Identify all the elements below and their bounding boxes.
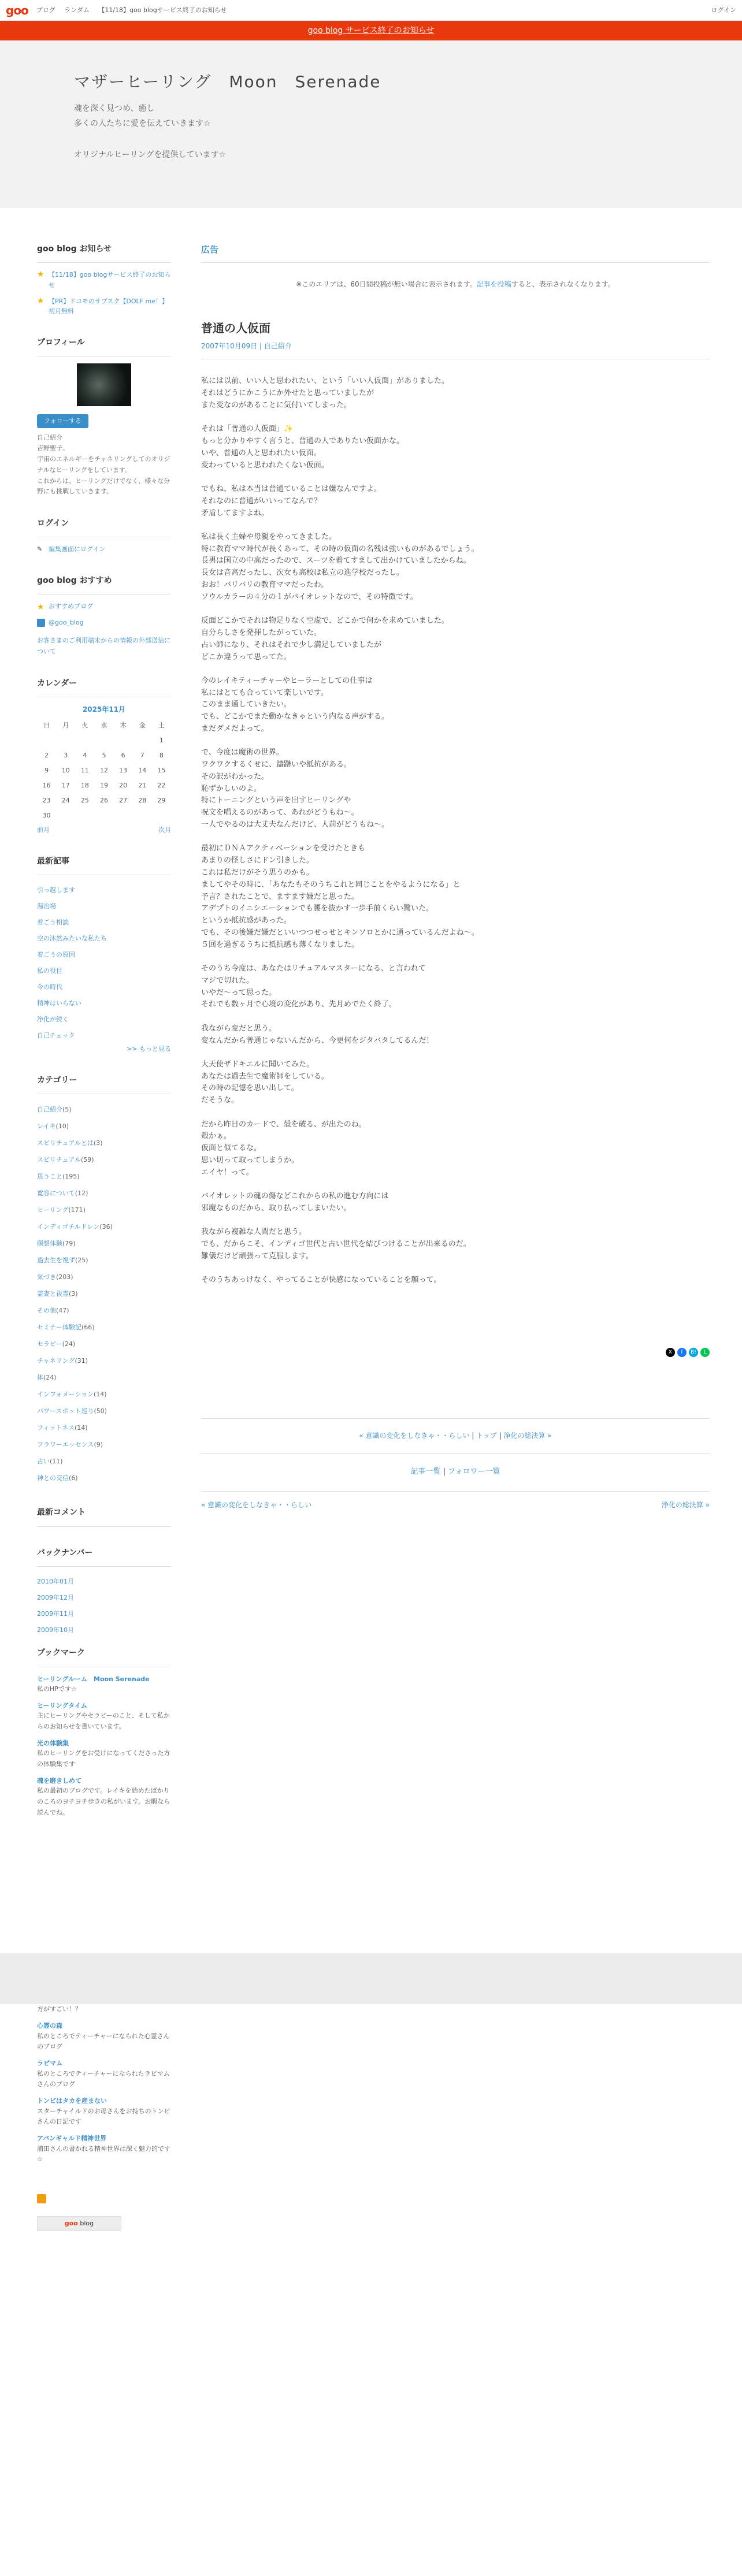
recent-post-link[interactable]: 精神はいらない	[37, 999, 81, 1008]
more-posts-link[interactable]: >> もっと見る	[127, 1045, 171, 1053]
bookmark-link[interactable]: ラピマム	[37, 2060, 62, 2068]
bookmark-link[interactable]: トンビはタカを産まない	[37, 2097, 107, 2105]
calendar-day: 29	[157, 796, 166, 804]
calendar-week	[37, 808, 171, 823]
x-share-icon[interactable]: X	[666, 1348, 675, 1357]
calendar-day: 8	[159, 751, 164, 759]
calendar-day	[152, 808, 171, 823]
rss-icon[interactable]	[37, 2194, 46, 2203]
category-link[interactable]: スピリチュアル	[37, 1156, 81, 1164]
post-paragraph: 私には以前、いい人と思われたい、という「いい人仮面」がありました。 それはどうにかこうにか外せたと思っていましたが また変なのがあることに気付いてしまった。	[201, 377, 450, 410]
calendar-day: 24	[61, 796, 70, 804]
star-icon: ★	[37, 603, 44, 612]
calendar-weekday: 水	[101, 721, 107, 729]
category-link[interactable]: レイキ	[37, 1122, 56, 1131]
goo-info-title: goo blog お知らせ	[37, 243, 171, 263]
recent-post-link[interactable]: 浄化が続く	[37, 1016, 69, 1024]
category-count: (36)	[99, 1223, 113, 1231]
category-count: (31)	[75, 1357, 88, 1365]
top-link[interactable]: トップ	[476, 1431, 497, 1440]
footer-area	[0, 2004, 742, 2266]
category-count: (24)	[43, 1374, 57, 1382]
ad-note-pre: ※このエリアは、60日間投稿が無い場合に表示されます。	[296, 280, 477, 288]
category-link[interactable]: 自己紹介	[37, 1106, 62, 1114]
post-paragraph: そのうち今度は、あなたはリチュアルマスターになる、と言われて マジで切れた。 いやだ～って思った。 それでも数ヶ月で心境の変化があり、先月めでたく終了。	[201, 964, 426, 1009]
post-paragraph: 今のレイキティーチャーやヒーラーとしての仕事は 私にはとても合っていて楽しいです。 このまま通していきたい。 でも、どこかでまた動かなきゃという内なる声がする。 まだダメだよって。	[201, 676, 389, 733]
follow-button[interactable]: フォローする	[37, 414, 88, 428]
calendar-day: 15	[157, 766, 166, 774]
bookmark-desc: 私のところでティーチャーになられたラピマムさんのブログ	[37, 2069, 170, 2088]
topbar-link-notice[interactable]: 【11/18】goo blogサービス終了のお知らせ	[98, 6, 227, 14]
category-item	[37, 1118, 171, 1135]
category-link[interactable]: パワースポット巡り	[37, 1407, 94, 1415]
post-meta: 2007年10月09日 | 自己紹介	[201, 341, 710, 359]
star-icon: ★	[37, 270, 44, 280]
calendar-week	[37, 763, 171, 778]
info-link-pr[interactable]: 【PR】ドコモのサブスク【DOLF me！】初月無料	[49, 297, 168, 315]
post-body	[201, 376, 710, 1286]
comments-section	[37, 1506, 171, 1526]
category-link[interactable]: 気づき	[37, 1273, 56, 1281]
badge-goo-text: goo	[64, 2219, 78, 2227]
category-link[interactable]: 瞑想体験	[37, 1240, 62, 1248]
login-section	[37, 517, 171, 555]
category-link[interactable]: 占い	[37, 1458, 50, 1466]
calendar-day: 7	[140, 751, 144, 759]
profile-image	[77, 363, 131, 406]
calendar-day: 1	[159, 736, 164, 744]
category-count: (14)	[75, 1424, 88, 1432]
category-item	[37, 1436, 171, 1453]
category-count: (5)	[62, 1106, 72, 1114]
calendar-weekday: 月	[62, 721, 69, 729]
calendar-weekday: 木	[120, 721, 127, 729]
next-post-link[interactable]: 浄化の総決算 »	[503, 1431, 552, 1440]
hatena-share-icon[interactable]: B!	[689, 1348, 698, 1357]
category-count: (3)	[94, 1139, 103, 1147]
post-category-link[interactable]: 自己紹介	[264, 342, 292, 351]
category-link[interactable]: 体	[37, 1374, 43, 1382]
calendar-day: 16	[42, 781, 51, 789]
calendar-day	[133, 733, 152, 748]
post-paragraph: そのうちあっけなく、やってることが快感になっていることを願って。	[201, 1275, 442, 1284]
category-link[interactable]: インフォメーション	[37, 1391, 94, 1399]
category-link[interactable]: その他	[37, 1307, 56, 1315]
post-paragraph: バイオレットの魂の傷などこれからの私の進む方向には 邪魔なものだから、取り払ってしまいたい。	[201, 1192, 389, 1213]
category-item	[37, 1252, 171, 1269]
bookmark-desc: 私の最初のブログです。レイキを始めたばかりのころのヨチヨチ歩きの私がいます。お暇なら読んでね。	[37, 1787, 170, 1816]
goo-blog-badge[interactable]	[37, 2216, 121, 2231]
backnumber-link[interactable]: 2009年10月	[37, 1626, 74, 1634]
edit-login-link[interactable]: 編集画面にログイン	[49, 545, 106, 553]
goo-logo[interactable]: goo	[6, 3, 28, 17]
topbar-link-random[interactable]: ランダム	[64, 6, 90, 14]
category-item	[37, 1101, 171, 1118]
calendar-day: 23	[42, 796, 51, 804]
bookmark-desc: 私のHPです☆	[37, 1685, 77, 1693]
categories-title: カテゴリー	[37, 1074, 171, 1094]
recommend-blog-link[interactable]: おすすめブログ	[49, 603, 94, 611]
category-count: (11)	[50, 1458, 63, 1466]
calendar-day: 21	[138, 781, 147, 789]
category-link[interactable]: チャネリング	[37, 1357, 75, 1365]
calendar-weekday: 金	[139, 721, 146, 729]
calendar-day	[94, 733, 113, 748]
post-navigation: « 意識の変化をしなきゃ・・らしい | トップ | 浄化の総決算 »	[201, 1418, 710, 1454]
ad-title: 広告	[201, 243, 710, 263]
blog-header	[0, 40, 742, 208]
category-item	[37, 1386, 171, 1403]
backnumber-link[interactable]: 2010年01月	[37, 1578, 74, 1586]
category-item	[37, 1168, 171, 1185]
calendar-day: 4	[83, 751, 87, 759]
category-item	[37, 1403, 171, 1419]
post-paragraph: だから昨日のカードで、殻を破る、が出たのね。 殻かぁ。 仮面と似てるな。 思い切って取ってしまうか。 エイヤ！って。	[201, 1120, 366, 1177]
category-item	[37, 1470, 171, 1486]
category-count: (9)	[94, 1441, 103, 1449]
calendar-day: 19	[99, 781, 108, 789]
calendar-day: 11	[80, 766, 89, 774]
category-item	[37, 1202, 171, 1218]
category-link[interactable]: 思うこと	[37, 1173, 62, 1181]
bookmark-link[interactable]: ヒーリングルーム Moon Serenade	[37, 1675, 150, 1683]
global-topbar	[0, 0, 742, 21]
facebook-share-icon[interactable]: f	[677, 1348, 687, 1357]
login-title: ログイン	[37, 517, 171, 537]
bookmark-desc: 私のヒーリングをお受けになってくださった方の体験集です	[37, 1749, 170, 1768]
post-paragraph: で、今度は魔術の世界。 ワクワクするくせに、躊躇いや抵抗がある。 その訳がわかった。 恥ずかしいのよ。 特にトーニングという声を出すヒーリングや 呪文を唱えるのがあって、あれがどうもね～。 一人でやるのは大丈夫なんだけど、人前がどうもね～。	[201, 748, 389, 830]
category-item	[37, 1453, 171, 1470]
goo-blog-twitter-link[interactable]: @goo_blog	[49, 618, 84, 626]
bookmark-link[interactable]: ヒーリングタイム	[37, 1701, 87, 1709]
post-date[interactable]: 2007年10月09日	[201, 342, 258, 351]
calendar-day: 9	[44, 766, 49, 774]
calendar-day: 26	[99, 796, 108, 804]
category-count: (14)	[94, 1391, 107, 1399]
calendar-day: 30	[42, 811, 51, 819]
category-link[interactable]: 過去生を視ず	[37, 1257, 75, 1265]
profile-section	[37, 336, 171, 497]
post-paragraph: 最初にＤＮＡアクティベーションを受けたときも あまりの怪しさにドン引きした。 これは私だけがそう思うのかも。 ましてやその時に、「あなたもそのうちこれと同じことをやるようになる」と 予言？されたことで、ますます嫌だと思った。 アデプトのイニシエーションでも腰を抜かす一歩手前くらい驚いた。 というか抵抗感があった。 でも、その後嫌だ嫌だといいつつせっせとキンソロとかに通っているんだよね～。 ５回を過ぎるうちに抵抗感も薄くなりました。	[201, 844, 479, 949]
calendar-day: 17	[61, 781, 70, 789]
bookmark-desc: スターチャイルドのお母さんをお持ちのトンビさんの日記です	[37, 2107, 170, 2126]
category-item	[37, 1135, 171, 1151]
category-item	[37, 1352, 171, 1369]
post-paragraph: 我ながら複雑な人間だと思う。 でも、だからこそ、インディゴ世代と古い世代を結びつけることが出来るのだ。 難儀だけど頑張って克服します。	[201, 1228, 471, 1261]
calendar-table	[37, 718, 171, 823]
profile-title: プロフィール	[37, 336, 171, 356]
category-link[interactable]: ヒーリング	[37, 1206, 69, 1214]
calendar-day: 14	[138, 766, 147, 774]
calendar-day	[114, 733, 133, 748]
calendar-day	[56, 808, 75, 823]
bookmark-desc: 浦田さんの書かれる精神世界は深く魅力的です☆	[37, 2144, 170, 2164]
category-count: (3)	[69, 1290, 78, 1298]
post-paragraph: 反面どこかでそれは物足りなく空虚で、どこかで何かを求めていました。 自分らしさを発揮したがっていた。 占い師になり、それはそれで少し満足していましたが どこか違うって思ってた。	[201, 616, 449, 661]
calendar-weekday: 日	[43, 721, 50, 729]
category-count: (66)	[81, 1324, 95, 1332]
recent-posts-title: 最新記事	[37, 855, 171, 875]
calendar-day	[75, 733, 94, 748]
categories-section	[37, 1074, 171, 1486]
category-count: (50)	[94, 1407, 107, 1415]
category-link[interactable]: 神との交信	[37, 1474, 69, 1482]
backnumber-title: バックナンバー	[37, 1547, 171, 1567]
recent-post-link[interactable]: 自己チェック	[37, 1032, 75, 1040]
post-paragraph: 我ながら変だと思う。 変なんだから普通じゃないんだから、今更何をジタバタしてるんだ！	[201, 1024, 434, 1045]
category-count: (195)	[62, 1173, 80, 1181]
calendar-week	[37, 748, 171, 763]
external-info-link[interactable]: お客さまのご利用端末からの情報の外部送信について	[37, 637, 170, 656]
bottom-prev-post-link[interactable]: « 意識の変化をしなきゃ・・らしい	[201, 1500, 312, 1509]
ad-note	[201, 279, 710, 290]
category-item	[37, 1185, 171, 1202]
backnumber-link[interactable]: 2009年11月	[37, 1610, 74, 1618]
post-paragraph: 私は長く主婦や母親をやってきました。 特に教育ママ時代が長くあって、その時の仮面の名残は強いものがあるでしょう。 長男は国立の中高だったので、スーツを着てすまして出かけていましたからね。 長女は音高だったし、次女も高校は私立の進学校だったし。 おお！バリバリの教育ママだったわ。 ソウルカラーの４分の１がバイオレットなので、その特徴です。	[201, 532, 479, 601]
profile-text: 自己紹介 吉野聖子。 宇宙のエネルギーをチャネリングしてのオリジナルなヒーリングをしています。 これからは、ヒーリングだけでなく、様々な分野にも挑戦していきます。	[37, 433, 170, 496]
recent-post-link[interactable]: 今の時代	[37, 983, 62, 991]
post-paragraph: それは「普通の人仮面」✨ もっと分かりやすく言うと、普通の人でありたい仮面かな。 いや、普通の人と思われたい仮面。 変わっていると思われたくない仮面。	[201, 425, 405, 470]
category-link[interactable]: セラピー	[37, 1340, 62, 1348]
bookmark-link[interactable]: アバンギャルド精神世界	[37, 2135, 107, 2142]
bookmark-link[interactable]: 心霊の森	[37, 2022, 62, 2030]
bottom-post-navigation	[201, 1492, 710, 1519]
article-list-link[interactable]: 記事一覧	[410, 1467, 441, 1476]
calendar-day: 6	[121, 751, 125, 759]
bookmarks-section	[37, 1646, 171, 1818]
category-count: (24)	[62, 1340, 76, 1348]
topbar-login-link[interactable]: ログイン	[711, 6, 736, 14]
bookmark-link[interactable]: 光の体験集	[37, 1739, 69, 1747]
blog-description: 魂を深く見つめ、癒し 多くの人たちに愛を伝えていきます☆ オリジナルヒーリングを提供しています☆	[74, 103, 227, 159]
calendar-weekday: 土	[158, 721, 165, 729]
recent-post-link[interactable]: 着ごうの原因	[37, 951, 75, 959]
blog-title[interactable]: マザーヒーリング Moon Serenade	[74, 72, 381, 91]
recent-post-link[interactable]: 私の役目	[37, 967, 62, 975]
bookmark-link[interactable]: 魂を磨きしめて	[37, 1776, 81, 1785]
category-link[interactable]: 寛容について	[37, 1190, 75, 1198]
calendar-week	[37, 733, 171, 748]
bottom-next-post-link[interactable]: 浄化の総決算 »	[661, 1500, 710, 1509]
calendar-day: 18	[80, 781, 89, 789]
category-item	[37, 1269, 171, 1285]
backnumber-link[interactable]: 2009年12月	[37, 1594, 74, 1602]
calendar-prev-link[interactable]: 前月	[37, 826, 50, 834]
calendar-day: 12	[99, 766, 108, 774]
calendar-day: 27	[119, 796, 128, 804]
goo-info-section	[37, 243, 171, 317]
category-item	[37, 1218, 171, 1235]
category-count: (10)	[55, 1122, 69, 1131]
calendar-month: 2025年11月	[82, 705, 126, 714]
calendar-day: 2	[44, 751, 49, 759]
line-share-icon[interactable]: L	[700, 1348, 710, 1357]
calendar-day: 20	[119, 781, 128, 789]
recent-posts-section	[37, 855, 171, 1054]
pencil-icon: ✎	[37, 545, 43, 553]
calendar-day	[114, 808, 133, 823]
category-item	[37, 1285, 171, 1302]
recent-post-link[interactable]: 空の沐然みたいな私たち	[37, 935, 107, 943]
recommend-section	[37, 574, 171, 657]
recommend-title: goo blog おすすめ	[37, 574, 171, 594]
recent-post-link[interactable]: 着ごう相談	[37, 919, 69, 927]
calendar-day	[94, 808, 113, 823]
calendar-day: 3	[64, 751, 68, 759]
info-link-service-end[interactable]: 【11/18】goo blogサービス終了のお知らせ	[49, 271, 171, 289]
badge-blog-text: blog	[77, 2219, 94, 2227]
calendar-day	[56, 733, 75, 748]
category-link[interactable]: 霊査と祓霊	[37, 1290, 69, 1298]
calendar-day: 5	[102, 751, 106, 759]
category-count: (47)	[56, 1307, 69, 1315]
footer-sidebar	[37, 2004, 171, 2266]
category-link[interactable]: フラワーエッセンス	[37, 1441, 94, 1449]
category-count: (79)	[62, 1240, 76, 1248]
footer-band	[0, 1953, 742, 2004]
category-count: (59)	[81, 1156, 94, 1164]
calendar-week	[37, 778, 171, 793]
calendar-day	[133, 808, 152, 823]
ad-note-post: すると、表示されなくなります。	[511, 280, 615, 288]
post-title[interactable]: 普通の人仮面	[201, 321, 270, 336]
calendar-day: 28	[138, 796, 147, 804]
category-link[interactable]: スピリチュアルとは	[37, 1139, 94, 1147]
category-link[interactable]: インディゴチルドレン	[37, 1223, 100, 1231]
list-navigation: 記事一覧 | フォロワー一覧	[201, 1454, 710, 1492]
category-item	[37, 1336, 171, 1352]
recent-post-link[interactable]: 引っ越します	[37, 886, 75, 894]
main-content	[201, 243, 710, 1838]
bookmark-desc: 私のところでティーチャーになられた心霊さんのブログ	[37, 2032, 170, 2051]
post-paragraph: 大天使ザドキエルに聞いてみた。 あなたは過去生で魔術師をしている。 その時の記憶を思い出して。 だそうな。	[201, 1060, 329, 1105]
comments-title: 最新コメント	[37, 1506, 171, 1526]
calendar-day: 13	[119, 766, 128, 774]
post-paragraph: でもね、私は本当は普通ていることは嫌なんですよ。 それなのに普通がいいってなんで？ 矛盾してますよね。	[201, 484, 382, 518]
category-item	[37, 1419, 171, 1436]
calendar-weekday: 火	[81, 721, 88, 729]
calendar-title: カレンダー	[37, 677, 171, 697]
backnumber-section	[37, 1547, 171, 1634]
topbar-links	[36, 5, 234, 16]
service-end-notice[interactable]: goo blog サービス終了のお知らせ	[0, 21, 742, 40]
calendar-day	[75, 808, 94, 823]
category-item	[37, 1319, 171, 1336]
calendar-day: 10	[61, 766, 70, 774]
category-link[interactable]: セミナー体験記	[37, 1324, 81, 1332]
category-count: (171)	[68, 1206, 86, 1214]
post-article-link[interactable]: 記事を投稿	[476, 280, 511, 288]
calendar-day: 22	[157, 781, 166, 789]
prev-post-link[interactable]: « 意識の変化をしなきゃ・・らしい	[359, 1431, 470, 1440]
calendar-week	[37, 793, 171, 808]
twitter-icon	[37, 619, 45, 627]
calendar-section	[37, 677, 171, 835]
category-item	[37, 1302, 171, 1319]
category-item	[37, 1235, 171, 1252]
category-item	[37, 1151, 171, 1168]
share-buttons	[201, 1348, 710, 1357]
sidebar	[37, 243, 171, 1838]
calendar-day	[37, 733, 56, 748]
star-icon: ★	[37, 296, 44, 306]
topbar-link-blog[interactable]: ブログ	[36, 6, 55, 14]
category-count: (12)	[75, 1190, 88, 1198]
category-count: (25)	[75, 1257, 88, 1265]
bookmark-desc: 主にヒーリングやセラピーのこと、そして私からのお知らせを書いています。	[37, 1712, 170, 1731]
recent-post-link[interactable]: 湯治場	[37, 902, 56, 910]
calendar-next-link[interactable]: 次月	[158, 826, 171, 834]
category-link[interactable]: フィットネス	[37, 1424, 75, 1432]
follower-list-link[interactable]: フォロワー一覧	[448, 1467, 500, 1476]
bookmark-desc-continued: 方がすごい！？	[37, 2005, 81, 2013]
bookmarks-title: ブックマーク	[37, 1646, 171, 1667]
category-item	[37, 1369, 171, 1386]
category-count: (6)	[69, 1474, 78, 1482]
category-count: (203)	[56, 1273, 73, 1281]
calendar-day: 25	[80, 796, 89, 804]
